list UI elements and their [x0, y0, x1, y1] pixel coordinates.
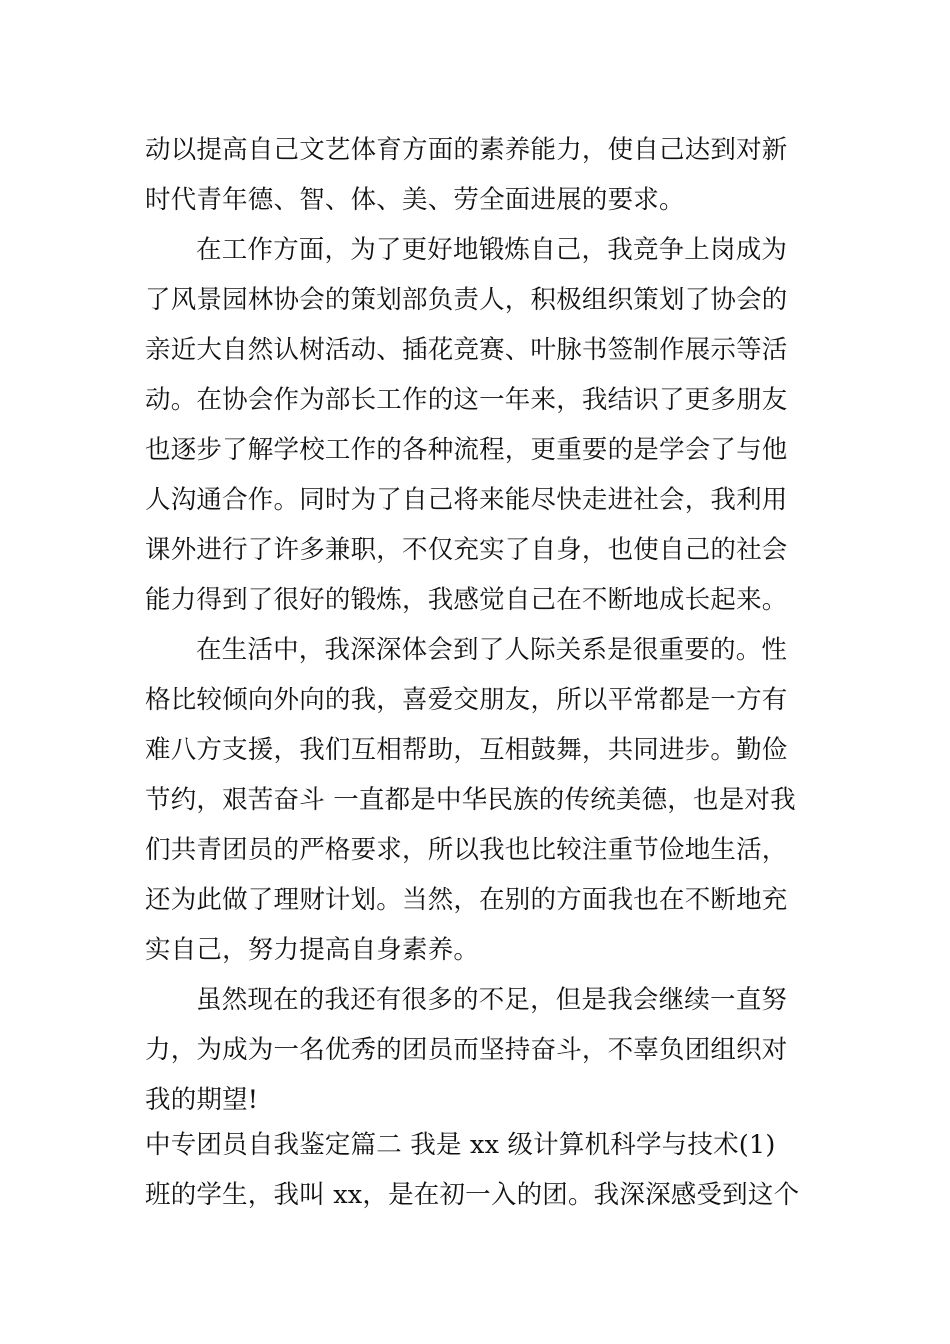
- paragraph-first-line: 在生活中，我深深体会到了人际关系是很重要的。性: [196, 635, 788, 665]
- text-line: 还为此做了理财计划。当然，在别的方面我也在不断地充: [145, 885, 788, 915]
- text-line: 也逐步了解学校工作的各种流程，更重要的是学会了与他: [145, 435, 788, 465]
- text-line: 实自己，努力提高自身素养。: [145, 935, 480, 965]
- paragraph-first-line: 在工作方面，为了更好地锻炼自己，我竞争上岗成为: [196, 235, 788, 265]
- text-line: 能力得到了很好的锻炼，我感觉自己在不断地成长起来。: [145, 585, 788, 615]
- section-heading-line: 中专团员自我鉴定篇二 我是 xx 级计算机科学与技术(1): [145, 1130, 776, 1160]
- text-line: 们共青团员的严格要求，所以我也比较注重节俭地生活，: [145, 835, 788, 865]
- text-line: 班的学生，我叫 xx，是在初一入的团。我深深感受到这个: [145, 1180, 800, 1210]
- text-line: 难八方支援，我们互相帮助，互相鼓舞，共同进步。勤俭: [145, 735, 788, 765]
- text-line: 力，为成为一名优秀的团员而坚持奋斗，不辜负团组织对: [145, 1035, 788, 1065]
- text-line: 课外进行了许多兼职，不仅充实了自身，也使自己的社会: [145, 535, 788, 565]
- text-line: 了风景园林协会的策划部负责人，积极组织策划了协会的: [145, 285, 788, 315]
- text-line: 动以提高自己文艺体育方面的素养能力，使自己达到对新: [145, 135, 788, 165]
- paragraph-first-line: 虽然现在的我还有很多的不足，但是我会继续一直努: [196, 985, 788, 1015]
- text-line: 我的期望!: [145, 1085, 259, 1115]
- text-line: 亲近大自然认树活动、插花竞赛、叶脉书签制作展示等活: [145, 335, 788, 365]
- text-line: 时代青年德、智、体、美、劳全面进展的要求。: [145, 185, 685, 215]
- text-line: 节约，艰苦奋斗 一直都是中华民族的传统美德，也是对我: [145, 785, 796, 815]
- text-line: 格比较倾向外向的我，喜爱交朋友，所以平常都是一方有: [145, 685, 788, 715]
- text-line: 人沟通合作。同时为了自己将来能尽快走进社会，我利用: [145, 485, 788, 515]
- text-line: 动。在协会作为部长工作的这一年来，我结识了更多朋友: [145, 385, 788, 415]
